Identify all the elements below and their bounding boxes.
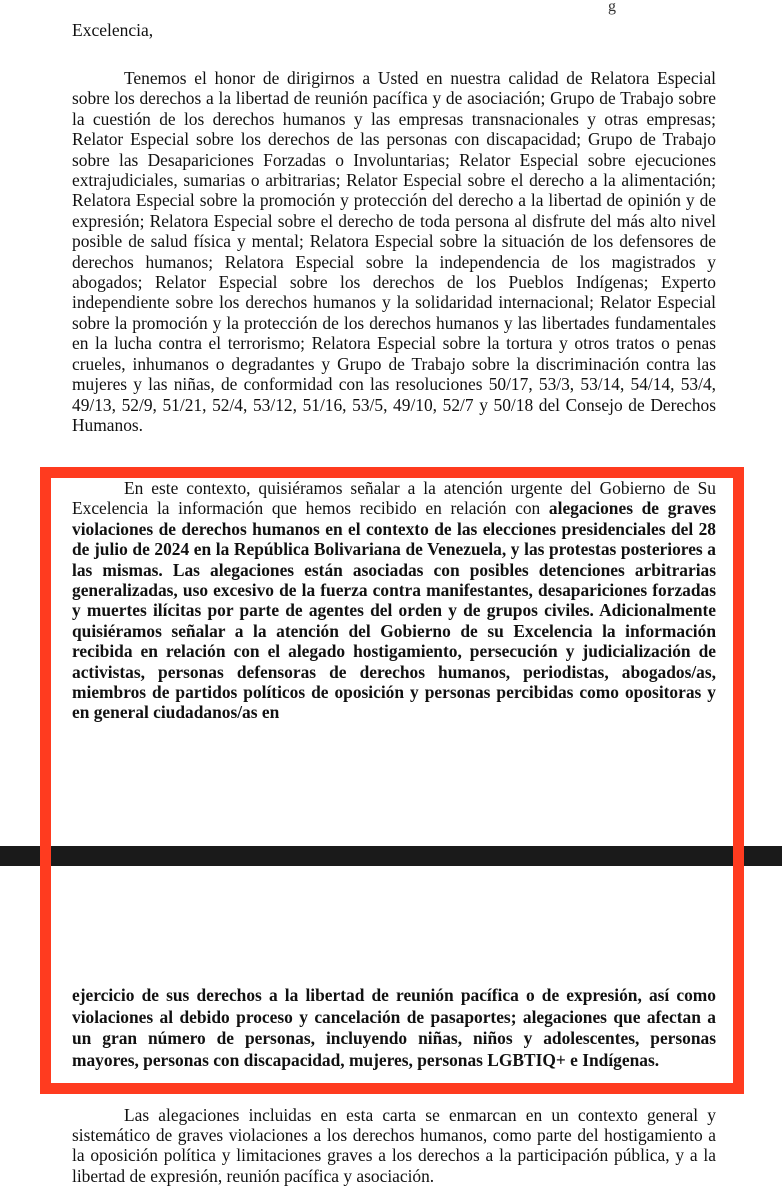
paragraph-context <box>72 478 716 723</box>
paragraph-context-intro: En este contexto, quisiéramos señalar a la atención urgente del Gobierno de Su Excelencia la información que hemos recibido en relación con <box>72 478 716 519</box>
paragraph-systematic-context: Las alegaciones incluidas en esta carta se enmarcan en un contexto general y sistemático de graves violaciones a los derechos humanos, como parte del hostigamiento a la oposición política y limitaciones graves a los derechos a la participación pública, y a la libertad de expresión, reunión pacífica y asociación. <box>72 1105 716 1186</box>
paragraph-mandates: Tenemos el honor de dirigirnos a Usted en nuestra calidad de Relatora Especial sobre los derechos a la libertad de reunión pacífica y de asociación; Grupo de Trabajo sobre la cuestión de los derechos humanos y las empresas transnacionales y otras empresas; Relator Especial sobre los derechos de las personas con discapacidad; Grupo de Trabajo sobre las Desapariciones Forzadas o Involuntarias; Relator Especial sobre ejecuciones extrajudiciales, sumarias o arbitrarias; Relator Especial sobre el derecho a la alimentación; Relatora Especial sobre la promoción y protección del derecho a la libertad de opinión y de expresión; Relatora Especial sobre el derecho de toda persona al disfrute del más alto nivel posible de salud física y mental; Relatora Especial sobre la situación de los defensores de derechos humanos; Relatora Especial sobre la independencia de los magistrados y abogados; Relator Especial sobre los derechos de los Pueblos Indígenas; Experto independiente sobre los derechos humanos y la solidaridad internacional; Relator Especial sobre la promoción y la protección de los derechos humanos y las libertades fundamentales en la lucha contra el terrorismo; Relatora Especial sobre la tortura y otros tratos o penas crueles, inhumanos o degradantes y Grupo de Trabajo sobre la discriminación contra las mujeres y las niñas, de conformidad con las resoluciones 50/17, 53/3, 53/14, 54/14, 53/4, 49/13, 52/9, 51/21, 52/4, 53/12, 51/16, 53/5, 49/10, 52/7 y 50/18 del Consejo de Derechos Humanos. <box>72 68 716 435</box>
paragraph-context-continuation: ejercicio de sus derechos a la libertad de reunión pacífica o de expresión, así como violaciones al debido proceso y cancelación de pasaportes; alegaciones que afectan a un gran número de personas, incluyendo niñas, niños y adolescentes, personas mayores, personas con discapacidad, mujeres, personas LGBTIQ+ e Indígenas. <box>72 985 716 1070</box>
paragraph-context-allegations: alegaciones de graves violaciones de derechos humanos en el contexto de las elecciones presidenciales del 28 de julio de 2024 en la República Bolivariana de Venezuela, y las protestas posteriores a las mismas. Las alegaciones están asociadas con posibles detenciones arbitrarias generalizadas, uso excesivo de la fuerza contra manifestantes, desapariciones forzadas y muertes ilícitas por parte de agentes del orden y de grupos civiles. Adicionalmente quisiéramos señalar a la atención del Gobierno de su Excelencia la información recibida en relación con el alegado hostigamiento, persecución y judicialización de activistas, personas defensoras de derechos humanos, periodistas, abogados/as, miembros de partidos políticos de oposición y personas percibidas como opositoras y en general ciudadanos/as en <box>72 498 716 723</box>
salutation: Excelencia, <box>72 20 154 40</box>
cropped-header-text: g <box>608 0 616 15</box>
page-break-bar <box>0 846 782 866</box>
